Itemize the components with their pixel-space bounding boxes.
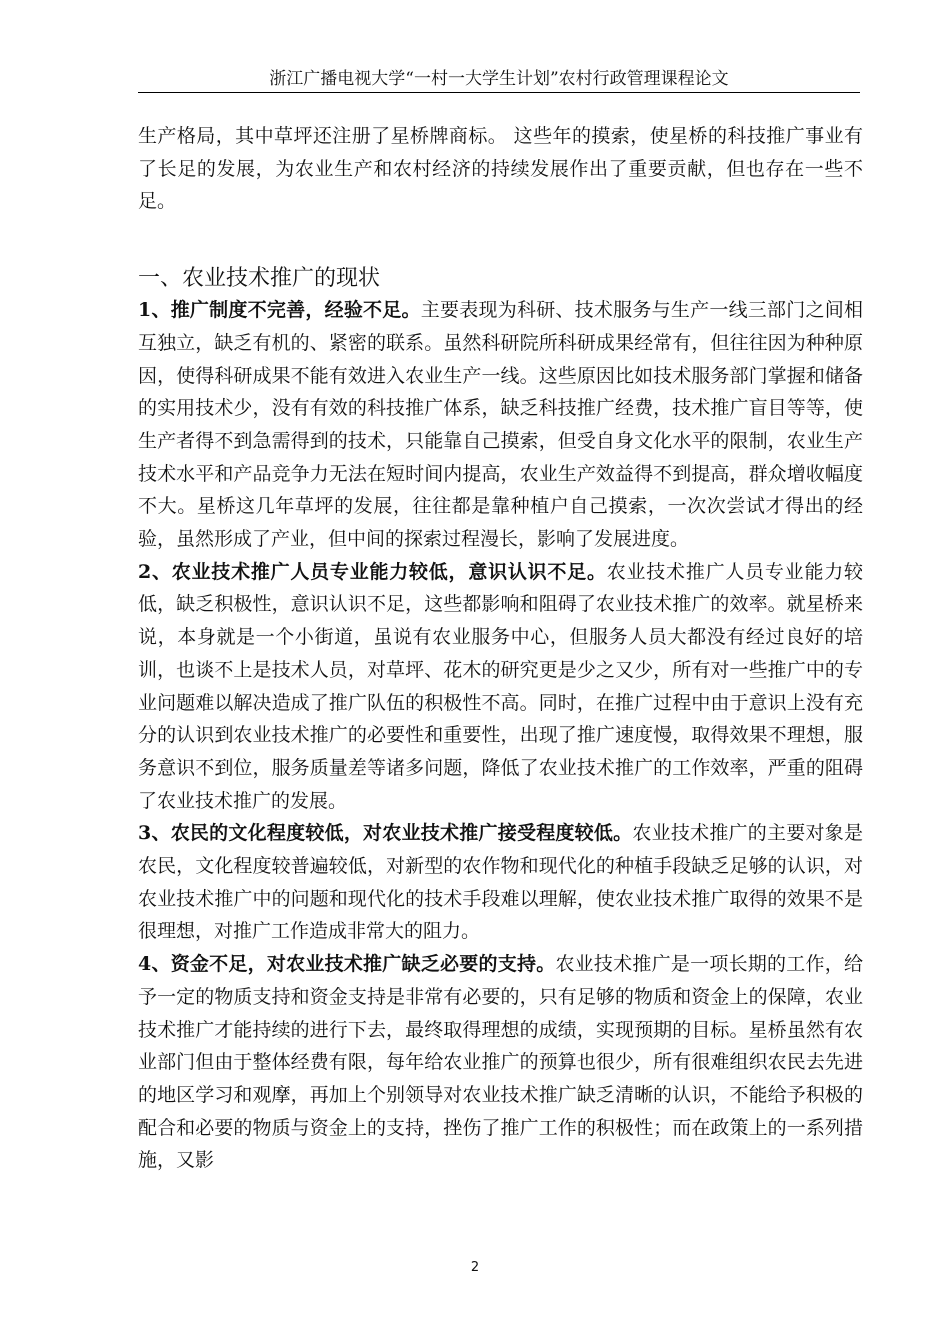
header-rule — [138, 92, 860, 93]
item-body: 主要表现为科研、技术服务与生产一线三部门之间相互独立，缺乏有机的、紧密的联系。虽然科研院所科研成果经常有，但往往因为种种原因，使得科研成果不能有效进入农业生产一线。这些原因比如技术服务部门掌握和储备的实用技术少，没有有效的科技推广体系，缺乏科技推广经费，技术推广盲目等等，使生产者得不到急需得到的技术，只能靠自己摸索，但受自身文化水平的限制，农业生产技术水平和产品竞争力无法在短时间内提高，农业生产效益得不到提高，群众增收幅度不大。星桥这几年草坪的发展，往往都是靠种植户自己摸索，一次次尝试才得出的经验，虽然形成了产业，但中间的探索过程漫长，影响了发展进度。 — [138, 299, 863, 551]
item-lead: 1、推广制度不完善，经验不足。 — [138, 299, 421, 322]
list-item — [138, 817, 863, 948]
list-item — [138, 294, 863, 556]
item-body: 农业技术推广人员专业能力较低，缺乏积极性，意识认识不足，这些都影响和阻碍了农业技术推广的效率。就星桥来说，本身就是一个小街道，虽说有农业服务中心，但服务人员大都没有经过良好的培训，也谈不上是技术人员，对草坪、花木的研究更是少之又少，所有对一些推广中的专业问题难以解决造成了推广队伍的积极性不高。同时，在推广过程中由于意识上没有充分的认识到农业技术推广的必要性和重要性，出现了推广速度慢，取得效果不理想，服务意识不到位，服务质量差等诸多问题，降低了农业技术推广的工作效率，严重的阻碍了农业技术推广的发展。 — [138, 560, 863, 812]
page-number: 2 — [470, 1260, 480, 1275]
intro-paragraph: 生产格局，其中草坪还注册了星桥牌商标。 这些年的摸索，使星桥的科技推广事业有了长足的发展，为农业生产和农村经济的持续发展作出了重要贡献，但也存在一些不足。 — [138, 125, 863, 213]
section-title: 一、农业技术推广的现状 — [138, 266, 381, 292]
item-lead: 2、农业技术推广人员专业能力较低，意识认识不足。 — [138, 560, 607, 583]
item-body: 农业技术推广的主要对象是农民，文化程度较普遍较低，对新型的农作物和现代化的种植手段缺乏足够的认识，对农业技术推广中的问题和现代化的技术手段难以理解，使农业技术推广取得的效果不是很理想，对推广工作造成非常大的阻力。 — [138, 822, 863, 943]
page-header: 浙江广播电视大学“一村一大学生计划”农村行政管理课程论文 — [269, 69, 729, 89]
list-item — [138, 556, 863, 818]
item-lead: 3、农民的文化程度较低，对农业技术推广接受程度较低。 — [138, 822, 633, 845]
document-body — [138, 120, 863, 1177]
item-body: 农业技术推广是一项长期的工作，给予一定的物质支持和资金支持是非常有必要的，只有足够的物质和资金上的保障，农业技术推广才能持续的进行下去，最终取得理想的成绩，实现预期的目标。星桥虽然有农业部门但由于整体经费有限，每年给农业推广的预算也很少，所有很难组织农民去先进的地区学习和观摩，再加上个别领导对农业技术推广缺乏清晰的认识，不能给予积极的配合和必要的物质与资金上的支持，挫伤了推广工作的积极性；而在政策上的一系列措施，又影 — [138, 953, 863, 1172]
list-item — [138, 948, 863, 1177]
item-lead: 4、资金不足，对农业技术推广缺乏必要的支持。 — [138, 953, 556, 976]
